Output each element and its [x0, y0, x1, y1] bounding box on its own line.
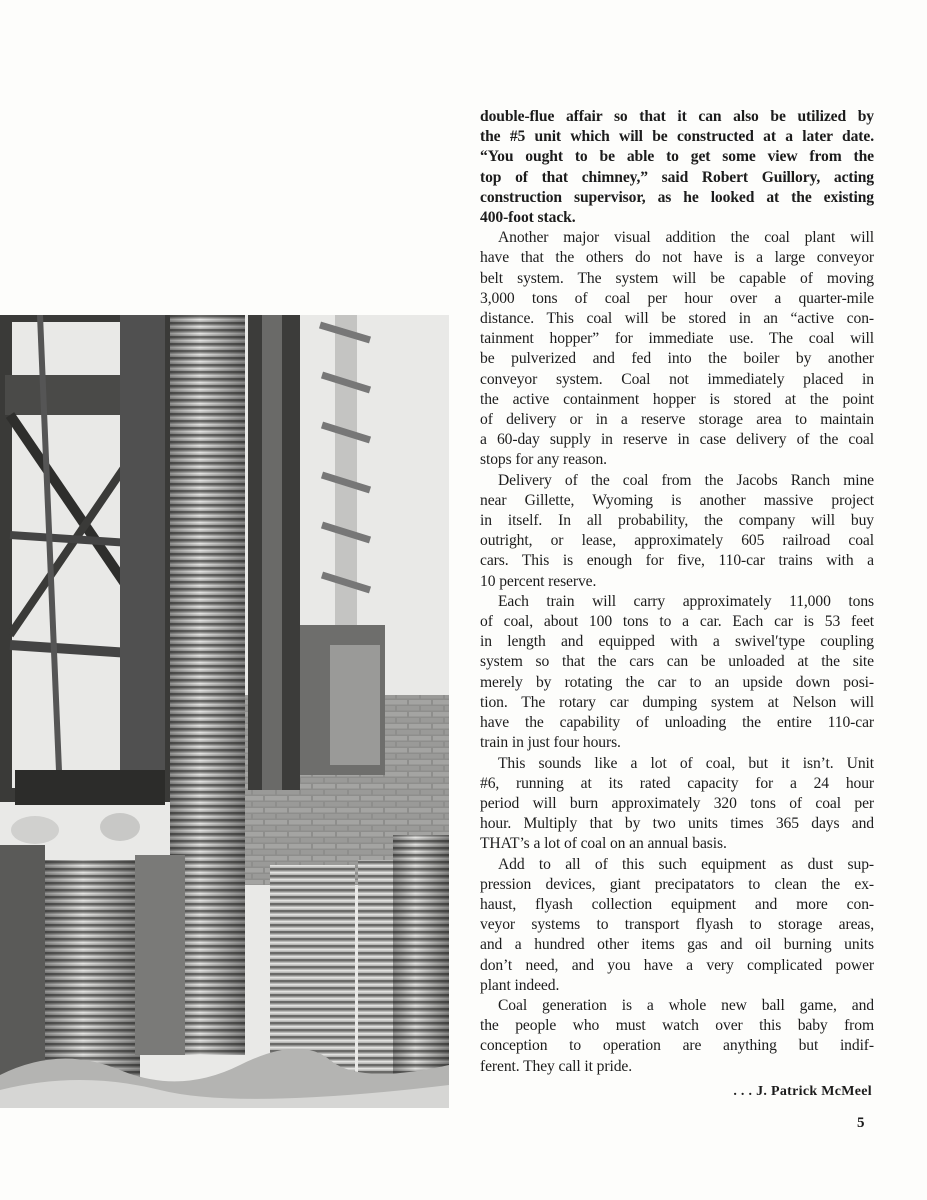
text-line: conveyor system. Coal not immediately placed in [480, 370, 874, 388]
text-line: have that the others do not have is a large conveyor [480, 249, 874, 267]
text-line: tainment hopper” for immediate use. The coal will [480, 330, 874, 348]
paragraph [480, 855, 874, 996]
paragraph [480, 107, 874, 228]
text-line: system so that the cars can be unloaded at the site [480, 653, 874, 671]
text-line: 10 percent reserve. [480, 572, 597, 590]
text-line: tion. The rotary car dumping system at Nelson will [480, 693, 874, 711]
text-line: stops for any reason. [480, 451, 607, 469]
article-column [480, 107, 874, 1101]
construction-photo [0, 315, 449, 1108]
text-line: Delivery of the coal from the Jacobs Ranch mine [498, 471, 874, 489]
text-line: double-flue affair so that it can also be utilized by [480, 108, 874, 125]
text-line: veyor systems to transport flyash to storage areas, [480, 916, 874, 934]
text-line: outright, or lease, approximately 605 railroad coal [480, 532, 874, 550]
text-line: construction supervisor, as he looked at the existing [480, 188, 874, 206]
text-line: #6, running at its rated capacity for a 24 hour [480, 774, 874, 792]
text-line: THAT’s a lot of coal on an annual basis. [480, 835, 727, 853]
text-line: hour. Multiply that by two units times 365 days and [480, 815, 874, 833]
paragraph [480, 592, 874, 754]
text-line: conception to operation are anything but indif- [480, 1037, 874, 1055]
text-line: cars. This is enough for five, 110-car trains with a [480, 552, 874, 570]
text-line: ferent. They call it pride. [480, 1057, 633, 1075]
text-line: Another major visual addition the coal plant will [498, 229, 874, 247]
text-line: merely by rotating the car to an upside down posi- [480, 673, 874, 691]
text-line: a 60-day supply in reserve in case delivery of the coal [480, 431, 874, 449]
text-line: the people who must watch over this baby from [480, 1017, 874, 1035]
text-line: near Gillette, Wyoming is another massive project [480, 491, 874, 509]
text-line: “You ought to be able to get some view from the [480, 148, 874, 166]
text-line: in length and equipped with a swivel′type coupling [480, 633, 874, 651]
text-line: the active containment hopper is stored at the point [480, 390, 874, 408]
text-line: Each train will carry approximately 11,000 tons [498, 592, 874, 610]
text-line: plant indeed. [480, 976, 560, 994]
text-line: of delivery or in a reserve storage area to maintain [480, 411, 874, 429]
text-line: don’t need, and you have a very complicated power [480, 956, 874, 974]
paragraph [480, 471, 874, 592]
article-body [480, 107, 874, 1077]
text-line: haust, flyash collection equipment and more con- [480, 895, 874, 913]
paragraph [480, 996, 874, 1077]
text-line: period will burn approximately 320 tons of coal per [480, 794, 874, 812]
text-line: belt system. The system will be capable of moving [480, 269, 874, 287]
paragraph [480, 228, 874, 470]
text-line: 400-foot stack. [480, 209, 576, 227]
paragraph [480, 754, 874, 855]
text-line: Add to all of this such equipment as dust sup- [498, 855, 874, 873]
text-line: the #5 unit which will be constructed at a later date. [480, 128, 874, 146]
text-line: pression devices, giant precipatators to clean the ex- [480, 875, 874, 893]
byline: . . . J. Patrick McMeel [733, 1083, 872, 1099]
text-line: train in just four hours. [480, 734, 621, 752]
text-line: This sounds like a lot of coal, but it isn’t. Unit [498, 754, 874, 772]
text-line: of coal, about 100 tons to a car. Each car is 53 feet [480, 613, 874, 631]
text-line: Coal generation is a whole new ball game, and [498, 996, 874, 1014]
text-line: distance. This coal will be stored in an “active con- [480, 310, 874, 328]
text-line: be pulverized and fed into the boiler by another [480, 350, 874, 368]
text-line: in itself. In all probability, the company will buy [480, 512, 874, 530]
page-number: 5 [857, 1115, 865, 1131]
text-line: have the capability of unloading the entire 110-car [480, 714, 874, 732]
text-line: top of that chimney,” said Robert Guillory, acting [480, 168, 874, 186]
text-line: and a hundred other items gas and oil burning units [480, 936, 874, 954]
text-line: 3,000 tons of coal per hour over a quarter-mile [480, 289, 874, 307]
